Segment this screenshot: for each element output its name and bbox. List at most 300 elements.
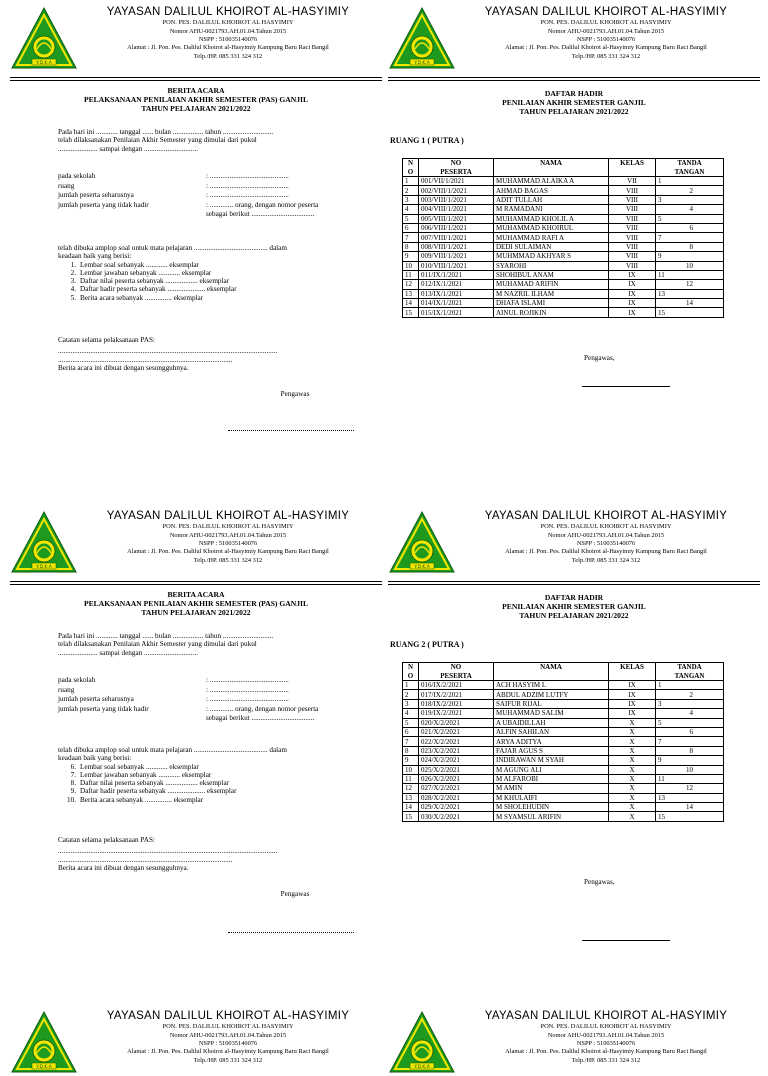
cell-nama: M RAMADANI	[494, 205, 609, 214]
envelope-line-1: telah dibuka amplop soal untuk mata pelajaran ......................................... dalam	[58, 244, 287, 252]
phone: Telp./HP. 085 331 324 312	[571, 52, 641, 60]
column-header: N O	[403, 159, 419, 177]
cell-peserta: 010/VIII/1/2021	[419, 261, 494, 270]
phone: Telp./HP. 085 331 324 312	[193, 556, 263, 564]
cell-tanda-tangan[interactable]	[656, 205, 724, 214]
cell-no: 4	[403, 205, 419, 214]
cell-tanda-tangan[interactable]	[656, 233, 724, 242]
phone: Telp./HP. 085 331 324 312	[193, 52, 263, 60]
cell-peserta: 014/IX/1/2021	[419, 299, 494, 308]
foundation-name: YAYASAN DALILUL KHOIROT AL-HASYIMIY	[106, 6, 350, 18]
logo-text: Y.D.K.A	[36, 61, 52, 66]
cell-kelas: X	[609, 756, 656, 765]
field-ruang-value[interactable]: : ............................................	[206, 181, 289, 190]
table-row	[403, 280, 724, 289]
envelope-item	[58, 277, 382, 285]
cell-peserta: 012/IX/1/2021	[419, 280, 494, 289]
cell-peserta: 004/VIII/1/2021	[419, 205, 494, 214]
cell-kelas: IX	[609, 699, 656, 708]
envelope-item-text: Daftar nilai peserta sebanyak .................. eksemplar	[80, 277, 230, 286]
address: Alamat : Jl. Pon. Pes. Dalilul Khoirot al-Hasyimiy Kampung Baru Raci Bangil	[127, 1048, 329, 1056]
cell-kelas: X	[609, 765, 656, 774]
cell-tanda-tangan[interactable]	[656, 765, 724, 774]
cell-no: 7	[403, 233, 419, 242]
cell-tanda-tangan[interactable]	[656, 718, 724, 727]
cell-peserta: 011/IX/1/2021	[419, 270, 494, 279]
envelope-item	[58, 779, 382, 787]
envelope-item-text: Berita acara sebanyak ............... eksemplar	[80, 795, 204, 804]
column-header: TANDA TANGAN	[656, 159, 724, 177]
cell-kelas: IX	[609, 690, 656, 699]
notes-dots-1[interactable]: ..........................................................................................................................	[58, 347, 278, 356]
field-peserta-label: jumlah peserta seharusnya	[58, 695, 134, 703]
signature-line[interactable]	[228, 430, 354, 431]
envelope-item-number: 10.	[67, 795, 76, 804]
berita-title: BERITA ACARA	[167, 86, 225, 95]
envelope-item	[58, 261, 382, 269]
signature-slot-number: 11	[658, 271, 665, 280]
cell-nama: MUHAMMAD KHOIRUL	[494, 223, 609, 232]
logo-text: Y.D.K.A	[36, 565, 52, 570]
table-row	[403, 177, 724, 186]
cell-no: 12	[403, 280, 419, 289]
notes-dots-2[interactable]: .................................................................................................	[58, 855, 233, 864]
cell-tanda-tangan[interactable]	[656, 737, 724, 746]
table-row	[403, 299, 724, 308]
nspp: NSPP : 510035140076	[576, 1039, 636, 1047]
cell-tanda-tangan[interactable]	[656, 784, 724, 793]
cell-tanda-tangan[interactable]	[656, 727, 724, 736]
cell-peserta: 023/X/2/2021	[419, 746, 494, 755]
cell-kelas: X	[609, 737, 656, 746]
cell-peserta: 028/X/2/2021	[419, 793, 494, 802]
table-row	[403, 718, 724, 727]
legal-number: Nomor AHU-0021793.AH.01.04.Tahun 2015	[547, 531, 665, 539]
envelope-item-text: Lembar soal sebanyak ............ eksemplar	[80, 260, 199, 269]
signature-slot-number: 10	[686, 261, 693, 270]
cell-kelas: VIII	[609, 233, 656, 242]
cell-nama: AHMAD BAGAS	[494, 186, 609, 195]
envelope-line-2: keadaan baik yang berisi:	[58, 754, 132, 763]
foundation-name: YAYASAN DALILUL KHOIROT AL-HASYIMIY	[484, 1010, 728, 1022]
envelope-items	[58, 261, 382, 302]
cell-peserta: 001/VII/1/2021	[419, 177, 494, 186]
nspp: NSPP : 510035140076	[198, 1039, 258, 1047]
yayasan-logo-icon	[388, 6, 456, 70]
signature-slot-number: 13	[658, 793, 665, 802]
room-label: RUANG 1 ( PUTRA )	[390, 136, 464, 145]
letterhead-text	[74, 1010, 382, 1065]
intro-line-2: telah dilaksanakan Penilaian Akhir Semester yang dimulai dari pukul	[58, 136, 257, 145]
foundation-name: YAYASAN DALILUL KHOIROT AL-HASYIMIY	[484, 510, 728, 522]
envelope-items	[58, 763, 382, 804]
cell-tanda-tangan[interactable]	[656, 746, 724, 755]
cell-no: 14	[403, 803, 419, 812]
envelope-item-number: 4.	[70, 285, 76, 294]
signature-slot-number: 9	[658, 756, 662, 765]
letterhead	[10, 6, 382, 72]
cell-kelas: IX	[609, 709, 656, 718]
table-row	[403, 793, 724, 802]
cell-tanda-tangan[interactable]	[656, 709, 724, 718]
letterhead-text	[74, 6, 382, 61]
table-row	[403, 233, 724, 242]
table-row	[403, 690, 724, 699]
signature-line[interactable]	[582, 940, 670, 941]
cell-peserta: 022/X/2/2021	[419, 737, 494, 746]
cell-kelas: IX	[609, 280, 656, 289]
daftar-title: DAFTAR HADIR	[544, 593, 604, 602]
field-absen-label: jumlah peserta yang tidak hadir	[58, 704, 149, 713]
envelope-item-text: Daftar hadir peserta sebanyak ..................... eksemplar	[80, 787, 237, 796]
daftar-year: TAHUN PELAJARAN 2021/2022	[519, 611, 629, 621]
envelope-item-number: 3.	[70, 277, 76, 286]
envelope-item-number: 8.	[70, 779, 76, 788]
cell-kelas: IX	[609, 308, 656, 317]
logo-text: Y.D.K.A	[414, 61, 430, 66]
cell-peserta: 026/X/2/2021	[419, 774, 494, 783]
cell-tanda-tangan[interactable]	[656, 690, 724, 699]
cell-nama: AINUL ROJIKIN	[494, 308, 609, 317]
signature-slot-number: 6	[689, 728, 693, 737]
cell-kelas: X	[609, 774, 656, 783]
signature-slot-number: 8	[689, 746, 693, 755]
field-berikut[interactable]: sebagai berikut ...................................	[206, 210, 315, 218]
daftar-year: TAHUN PELAJARAN 2021/2022	[519, 107, 629, 117]
yayasan-logo-icon	[388, 510, 456, 574]
letterhead-text	[452, 1010, 760, 1065]
berita-acara-panel-2	[10, 510, 382, 898]
cell-peserta: 027/X/2/2021	[419, 784, 494, 793]
cell-nama: MUHAMAD ARIFIN	[494, 280, 609, 289]
cell-nama: SYAROHI	[494, 261, 609, 270]
cell-nama: FAJAR AGUS S	[494, 746, 609, 755]
table-row	[403, 214, 724, 223]
cell-no: 1	[403, 177, 419, 186]
field-sekolah-label: pada sekolah	[58, 676, 96, 684]
cell-peserta: 002/VIII/1/2021	[419, 186, 494, 195]
cell-tanda-tangan[interactable]	[656, 793, 724, 802]
cell-kelas: X	[609, 812, 656, 821]
envelope-item-text: Daftar nilai peserta sebanyak .................. eksemplar	[80, 779, 230, 788]
signature-slot-number: 5	[658, 718, 662, 727]
envelope-item	[58, 787, 382, 795]
cell-peserta: 021/X/2/2021	[419, 727, 494, 736]
cell-nama: MUHMMAD AKHYAR S	[494, 252, 609, 261]
letterhead	[388, 1010, 760, 1076]
table-row	[403, 681, 724, 690]
intro-line-1: Pada hari ini ............ tanggal ...... bulan ................. tahun ............................	[58, 632, 274, 640]
signature-slot-number: 2	[689, 690, 693, 699]
legal-number: Nomor AHU-0021793.AH.01.04.Tahun 2015	[169, 27, 287, 35]
cell-nama: MUHAMMAD SALIM	[494, 709, 609, 718]
address: Alamat : Jl. Pon. Pes. Dalilul Khoirot al-Hasyimiy Kampung Baru Raci Bangil	[505, 548, 707, 556]
field-peserta-value[interactable]: : ............................................	[206, 695, 289, 703]
cell-tanda-tangan[interactable]	[656, 280, 724, 289]
notes-label: Catatan selama pelaksanaan PAS:	[58, 336, 155, 344]
cell-tanda-tangan[interactable]	[656, 289, 724, 298]
table-row	[403, 765, 724, 774]
letterhead-text	[452, 6, 760, 61]
attendance-table	[402, 662, 724, 822]
signature-slot-number: 12	[686, 280, 693, 289]
cell-tanda-tangan[interactable]	[656, 223, 724, 232]
signature-slot-number: 2	[689, 186, 693, 195]
cell-kelas: VII	[609, 177, 656, 186]
berita-subtitle: PELAKSANAAN PENILAIAN AKHIR SEMESTER (PAS) GANJIL	[83, 95, 309, 105]
cell-peserta: 030/X/2/2021	[419, 812, 494, 821]
cell-kelas: X	[609, 746, 656, 755]
cell-tanda-tangan[interactable]	[656, 186, 724, 195]
foundation-name: YAYASAN DALILUL KHOIROT AL-HASYIMIY	[106, 1010, 350, 1022]
cell-kelas: X	[609, 793, 656, 802]
daftar-subtitle: PENILAIAN AKHIR SEMESTER GANJIL	[502, 602, 646, 612]
cell-no: 9	[403, 252, 419, 261]
cell-no: 6	[403, 223, 419, 232]
cell-nama: M AMIN	[494, 784, 609, 793]
berita-year: TAHUN PELAJARAN 2021/2022	[141, 104, 251, 114]
intro-line-3: ...................... sampai dengan ..............................	[58, 648, 198, 657]
legal-number: Nomor AHU-0021793.AH.01.04.Tahun 2015	[169, 1031, 287, 1039]
cell-tanda-tangan[interactable]	[656, 214, 724, 223]
cell-kelas: VIII	[609, 223, 656, 232]
table-row	[403, 289, 724, 298]
signature-line[interactable]	[228, 932, 354, 933]
daftar-title: DAFTAR HADIR	[544, 89, 604, 98]
berita-acara-panel-3	[10, 1010, 382, 1076]
notes-dots-2[interactable]: .................................................................................................	[58, 355, 233, 364]
table-row	[403, 803, 724, 812]
table-row	[403, 223, 724, 232]
cell-tanda-tangan[interactable]	[656, 699, 724, 708]
cell-nama: ACH HASYIM L	[494, 681, 609, 690]
signature-slot-number: 3	[658, 195, 662, 204]
table-row	[403, 774, 724, 783]
cell-no: 1	[403, 681, 419, 690]
cell-tanda-tangan[interactable]	[656, 681, 724, 690]
cell-tanda-tangan[interactable]	[656, 242, 724, 251]
cell-no: 8	[403, 242, 419, 251]
cell-kelas: X	[609, 803, 656, 812]
cell-nama: M SYAMSUL ARIFIN	[494, 812, 609, 821]
column-header: NO PESERTA	[419, 663, 494, 681]
envelope-item-number: 6.	[70, 762, 76, 771]
cell-tanda-tangan[interactable]	[656, 756, 724, 765]
daftar-subtitle: PENILAIAN AKHIR SEMESTER GANJIL	[502, 98, 646, 108]
cell-peserta: 009/VIII/1/2021	[419, 252, 494, 261]
daftar-hadir-panel-2	[388, 510, 760, 886]
cell-tanda-tangan[interactable]	[656, 252, 724, 261]
field-absen-value[interactable]: : ............. orang, dengan nomor peserta	[206, 200, 319, 209]
notes-label: Catatan selama pelaksanaan PAS:	[58, 836, 155, 844]
cell-kelas: VIII	[609, 242, 656, 251]
cell-no: 15	[403, 308, 419, 317]
pengawas-label: Pengawas,	[584, 878, 615, 886]
envelope-item-text: Lembar jawaban sebanyak ............ eksemplar	[80, 770, 212, 779]
field-ruang-label: ruang	[58, 685, 75, 694]
signature-line[interactable]	[582, 386, 670, 387]
cell-peserta: 020/X/2/2021	[419, 718, 494, 727]
table-row	[403, 261, 724, 270]
cell-tanda-tangan[interactable]	[656, 270, 724, 279]
cell-nama: SHOHIBUL ANAM	[494, 270, 609, 279]
signature-slot-number: 5	[658, 214, 662, 223]
cell-peserta: 019/IX/2/2021	[419, 709, 494, 718]
berita-year: TAHUN PELAJARAN 2021/2022	[141, 608, 251, 618]
cell-nama: M SHOLEHUDIN	[494, 803, 609, 812]
field-sekolah-value[interactable]: : ............................................	[206, 172, 289, 180]
cell-kelas: VIII	[609, 261, 656, 270]
envelope-item-number: 7.	[70, 770, 76, 779]
legal-number: Nomor AHU-0021793.AH.01.04.Tahun 2015	[547, 27, 665, 35]
cell-nama: ADIT TULLAH	[494, 195, 609, 204]
envelope-item	[58, 771, 382, 779]
envelope-line-1: telah dibuka amplop soal untuk mata pelajaran ......................................... dalam	[58, 746, 287, 754]
school-name: PON. PES. DALILUL KHOIROT AL HASYIMIY	[540, 19, 672, 27]
cell-nama: M AGUNG ALI	[494, 765, 609, 774]
signature-slot-number: 14	[686, 299, 693, 308]
cell-no: 14	[403, 299, 419, 308]
cell-peserta: 006/VIII/1/2021	[419, 223, 494, 232]
table-row	[403, 727, 724, 736]
cell-tanda-tangan[interactable]	[656, 299, 724, 308]
legal-number: Nomor AHU-0021793.AH.01.04.Tahun 2015	[547, 1031, 665, 1039]
envelope-item	[58, 285, 382, 293]
cell-peserta: 017/IX/2/2021	[419, 690, 494, 699]
envelope-item-text: Lembar jawaban sebanyak ............ eksemplar	[80, 268, 212, 277]
cell-tanda-tangan[interactable]	[656, 177, 724, 186]
envelope-item-text: Berita acara sebanyak ............... eksemplar	[80, 293, 204, 302]
cell-no: 7	[403, 737, 419, 746]
cell-no: 9	[403, 756, 419, 765]
cell-nama: A UBAIDILLAH	[494, 718, 609, 727]
signature-slot-number: 13	[658, 289, 665, 298]
cell-nama: M ALFAROBI	[494, 774, 609, 783]
signature-slot-number: 15	[658, 308, 665, 317]
table-row	[403, 709, 724, 718]
closing-statement: Berita acara ini dibuat dengan sesungguhnya.	[58, 363, 189, 372]
cell-peserta: 029/X/2/2021	[419, 803, 494, 812]
letterhead	[388, 6, 760, 72]
signature-slot-number: 8	[689, 242, 693, 251]
intro-line-1: Pada hari ini ............ tanggal ...... bulan ................. tahun ............................	[58, 128, 274, 136]
field-berikut[interactable]: sebagai berikut ...................................	[206, 714, 315, 722]
table-row	[403, 252, 724, 261]
cell-kelas: IX	[609, 681, 656, 690]
column-header: N O	[403, 663, 419, 681]
cell-no: 10	[403, 261, 419, 270]
cell-no: 11	[403, 774, 419, 783]
envelope-item-number: 1.	[70, 260, 76, 269]
field-sekolah-label: pada sekolah	[58, 172, 96, 180]
cell-kelas: X	[609, 718, 656, 727]
cell-kelas: VIII	[609, 186, 656, 195]
table-header-row	[403, 159, 724, 177]
logo-text: Y.D.K.A	[414, 565, 430, 570]
yayasan-logo-icon	[10, 6, 78, 70]
column-header: NAMA	[494, 159, 609, 177]
cell-nama: M KHULAIFI	[494, 793, 609, 802]
table-row	[403, 205, 724, 214]
signature-slot-number: 11	[658, 775, 665, 784]
school-name: PON. PES. DALILUL KHOIROT AL HASYIMIY	[540, 523, 672, 531]
cell-kelas: VIII	[609, 195, 656, 204]
table-row	[403, 737, 724, 746]
table-row	[403, 195, 724, 204]
cell-kelas: VIII	[609, 214, 656, 223]
table-row	[403, 756, 724, 765]
cell-no: 3	[403, 195, 419, 204]
cell-kelas: IX	[609, 299, 656, 308]
field-absen-value[interactable]: : ............. orang, dengan nomor peserta	[206, 704, 319, 713]
table-header-row	[403, 663, 724, 681]
signature-slot-number: 1	[658, 681, 662, 690]
school-name: PON. PES. DALILUL KHOIROT AL HASYIMIY	[540, 1023, 672, 1031]
cell-peserta: 016/IX/2/2021	[419, 681, 494, 690]
address: Alamat : Jl. Pon. Pes. Dalilul Khoirot al-Hasyimiy Kampung Baru Raci Bangil	[505, 44, 707, 52]
field-sekolah-value[interactable]: : ............................................	[206, 676, 289, 684]
cell-nama: ALFIN SAHILAN	[494, 727, 609, 736]
field-absen-label: jumlah peserta yang tidak hadir	[58, 200, 149, 209]
signature-slot-number: 1	[658, 177, 662, 186]
logo-text: Y.D.K.A	[414, 1065, 430, 1070]
cell-peserta: 007/VIII/1/2021	[419, 233, 494, 242]
cell-peserta: 015/IX/1/2021	[419, 308, 494, 317]
cell-no: 10	[403, 765, 419, 774]
signature-slot-number: 4	[689, 709, 693, 718]
cell-tanda-tangan[interactable]	[656, 308, 724, 317]
cell-peserta: 003/VIII/1/2021	[419, 195, 494, 204]
pengawas-label: Pengawas	[280, 890, 310, 898]
field-ruang-label: ruang	[58, 181, 75, 190]
table-row	[403, 308, 724, 317]
table-row	[403, 242, 724, 251]
cell-no: 5	[403, 214, 419, 223]
cell-tanda-tangan[interactable]	[656, 261, 724, 270]
cell-tanda-tangan[interactable]	[656, 812, 724, 821]
cell-peserta: 005/VIII/1/2021	[419, 214, 494, 223]
field-ruang-value[interactable]: : ............................................	[206, 685, 289, 694]
envelope-item-number: 9.	[70, 787, 76, 796]
signature-slot-number: 14	[686, 803, 693, 812]
table-row	[403, 699, 724, 708]
cell-nama: ABDUL ADZIM LUTFY	[494, 690, 609, 699]
column-header: NO PESERTA	[419, 159, 494, 177]
envelope-item	[58, 796, 382, 804]
cell-peserta: 018/IX/2/2021	[419, 699, 494, 708]
cell-tanda-tangan[interactable]	[656, 803, 724, 812]
envelope-item-text: Lembar soal sebanyak ............ eksemplar	[80, 762, 199, 771]
column-header: KELAS	[609, 663, 656, 681]
signature-slot-number: 6	[689, 224, 693, 233]
berita-subtitle: PELAKSANAAN PENILAIAN AKHIR SEMESTER (PAS) GANJIL	[83, 599, 309, 609]
cell-nama: DEDI SULAIMAN	[494, 242, 609, 251]
envelope-item-number: 2.	[70, 268, 76, 277]
logo-text: Y.D.K.A	[36, 1065, 52, 1070]
intro-line-2: telah dilaksanakan Penilaian Akhir Semester yang dimulai dari pukul	[58, 640, 257, 649]
letterhead-text	[452, 510, 760, 565]
room-label: RUANG 2 ( PUTRA )	[390, 640, 464, 649]
signature-slot-number: 9	[658, 252, 662, 261]
daftar-hadir-panel-1	[388, 6, 760, 362]
field-peserta-value[interactable]: : ............................................	[206, 191, 289, 199]
phone: Telp./HP. 085 331 324 312	[571, 556, 641, 564]
notes-dots-1[interactable]: ..........................................................................................................................	[58, 847, 278, 856]
envelope-item-text: Daftar hadir peserta sebanyak ..................... eksemplar	[80, 285, 237, 294]
cell-tanda-tangan[interactable]	[656, 774, 724, 783]
cell-tanda-tangan[interactable]	[656, 195, 724, 204]
nspp: NSPP : 510035140076	[198, 539, 258, 547]
